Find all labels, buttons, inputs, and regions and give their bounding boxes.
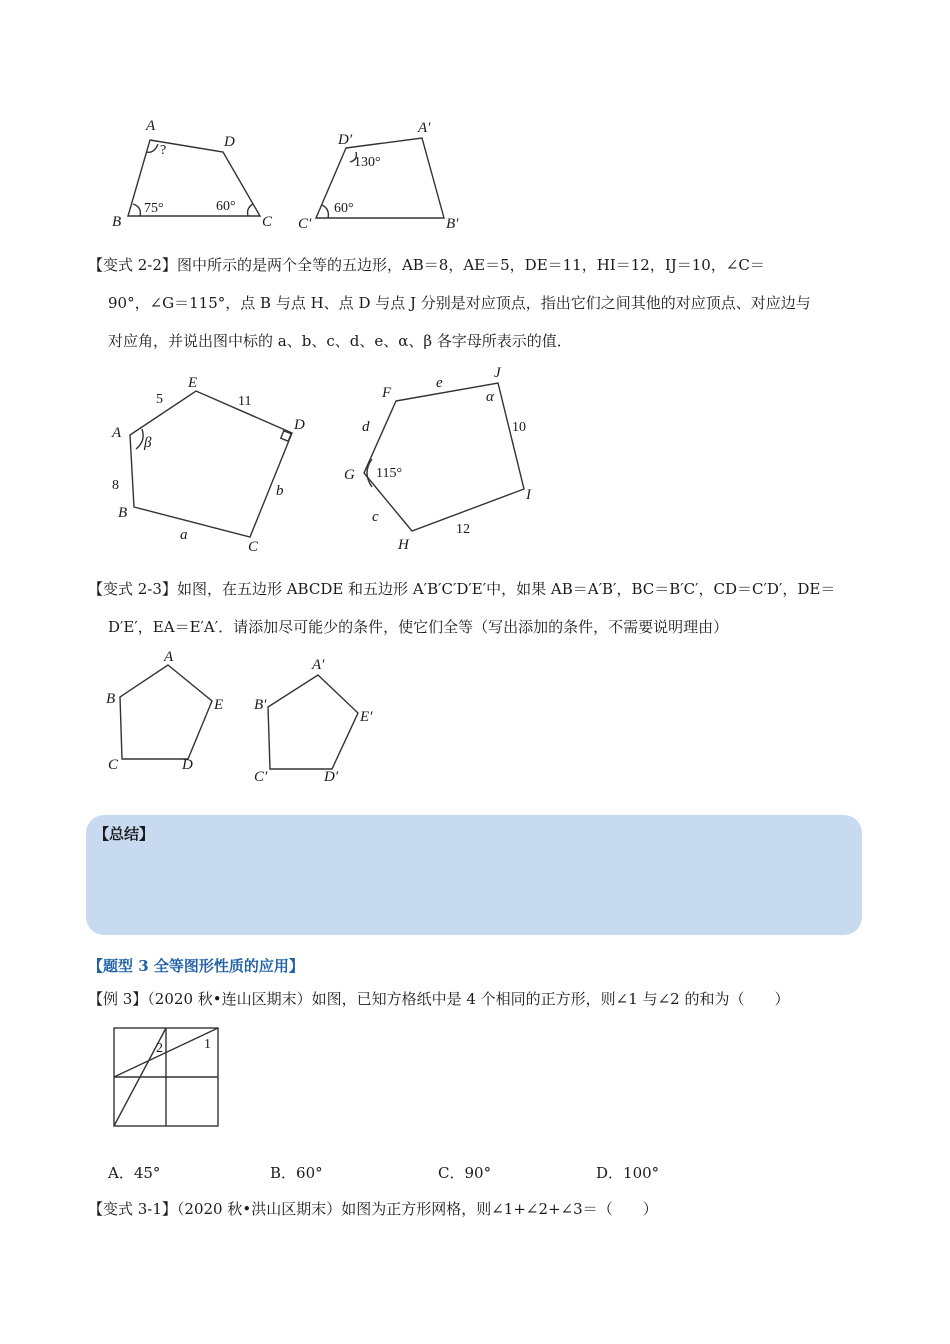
- side-AB: 8: [112, 478, 119, 493]
- vertex-I: I: [526, 487, 531, 503]
- side-AE: 5: [156, 392, 163, 407]
- option-c[interactable]: C．90°: [438, 1164, 492, 1182]
- example-3-text: 【例 3】（2020 秋•连山区期末）如图，已知方格纸中是 4 个相同的正方形，则∠1 与∠2 的和为（ ）: [88, 990, 790, 1008]
- option-d[interactable]: D．100°: [596, 1164, 660, 1182]
- label-A: A: [146, 118, 156, 134]
- figure-grid-example3: [112, 1026, 222, 1130]
- angle-A-label: ?: [160, 143, 167, 158]
- variant-2-2-line2: 90°，∠G＝115°，点 B 与点 H、点 D 与点 J 分别是对应顶点，指出它们之间其他的对应顶点、对应边与: [108, 294, 811, 312]
- figure-regular-pentagons: [100, 645, 400, 785]
- variant-2-3-line1: 如图，在五边形 ABCDE 和五边形 A′B′C′D′E′中，如果 AB＝A′B′，BC＝B′C′，CD＝C′D′，DE＝: [176, 580, 836, 598]
- angle-2-label: 2: [156, 1041, 163, 1056]
- vertex-D: D: [294, 417, 305, 433]
- vertex-C: C: [248, 539, 259, 555]
- label-D: D: [224, 134, 235, 150]
- vertex-F: F: [382, 385, 392, 401]
- option-b[interactable]: B．60°: [270, 1164, 323, 1182]
- side-a: a: [180, 527, 188, 543]
- angle-C-prime-label: 60°: [334, 201, 354, 216]
- vertex-E: E: [188, 375, 198, 391]
- pentagon-left-B: B: [106, 691, 116, 707]
- vertex-B: B: [118, 505, 128, 521]
- angle-1-label: 1: [204, 1037, 211, 1052]
- vertex-A: A: [112, 425, 122, 441]
- grid-squares: [114, 1028, 218, 1126]
- summary-title: 【总结】: [94, 825, 155, 843]
- pentagon-left: [120, 665, 212, 759]
- side-b: b: [276, 483, 284, 499]
- side-e: e: [436, 375, 443, 391]
- figure-pentagons: [100, 365, 560, 560]
- variant-2-3-tag: 【变式 2-3】: [88, 580, 177, 598]
- pentagon-fghij: [364, 383, 524, 531]
- topic-3-heading: 【题型 3 全等图形性质的应用】: [88, 957, 304, 975]
- pentagon-left-A: A: [164, 649, 174, 665]
- vertex-H: H: [398, 537, 409, 553]
- vertex-G: G: [344, 467, 355, 483]
- label-D-prime: D′: [338, 132, 353, 148]
- pentagon-right-A-prime: A′: [312, 657, 325, 673]
- pentagon-right-E-prime: E′: [360, 709, 373, 725]
- label-B: B: [112, 214, 122, 230]
- angle-beta: β: [144, 435, 152, 451]
- side-ED: 11: [238, 394, 252, 409]
- side-d: d: [362, 419, 370, 435]
- variant-3-1-text: 【变式 3-1】（2020 秋•洪山区期末）如图为正方形网格，则∠1+∠2+∠3＝（ ）: [88, 1200, 658, 1218]
- angle-G-label: 115°: [376, 466, 403, 481]
- variant-2-3-line2: D′E′，EA＝E′A′．请添加尽可能少的条件，使它们全等（写出添加的条件，不需要说明理由）: [108, 618, 729, 636]
- pentagon-left-C: C: [108, 757, 119, 773]
- pentagon-right-B-prime: B′: [254, 697, 267, 713]
- pentagon-right-D-prime: D′: [324, 769, 339, 785]
- vertex-J: J: [494, 365, 501, 381]
- variant-2-2-line3: 对应角，并说出图中标的 a、b、c、d、e、α、β 各字母所表示的值．: [108, 332, 572, 350]
- option-a[interactable]: A．45°: [108, 1164, 161, 1182]
- label-B-prime: B′: [446, 216, 459, 232]
- side-c: c: [372, 509, 379, 525]
- angle-alpha: α: [486, 389, 494, 405]
- variant-2-2-line1: 【变式 2-2】: [88, 256, 177, 274]
- pentagon-right: [268, 675, 358, 769]
- angle-B-label: 75°: [144, 201, 164, 216]
- summary-box: [86, 815, 862, 935]
- side-IJ: 10: [512, 420, 526, 435]
- label-A-prime: A′: [418, 120, 431, 136]
- pentagon-left-E: E: [214, 697, 224, 713]
- label-C-prime: C′: [298, 216, 312, 232]
- label-C: C: [262, 214, 273, 230]
- variant-2-2: [88, 246, 868, 360]
- pentagon-abcde: [130, 391, 292, 537]
- pentagon-right-C-prime: C′: [254, 769, 268, 785]
- variant-2-3: [88, 570, 868, 646]
- angle-D-prime-label: 130°: [354, 155, 381, 170]
- angle-C-label: 60°: [216, 199, 236, 214]
- side-HI: 12: [456, 522, 470, 537]
- variant-2-2-line1-text: 图中所示的是两个全等的五边形，AB＝8，AE＝5，DE＝11，HI＝12，IJ＝10，∠C＝: [176, 256, 765, 274]
- pentagon-left-D: D: [182, 757, 193, 773]
- figure-quadrilaterals: [100, 112, 480, 242]
